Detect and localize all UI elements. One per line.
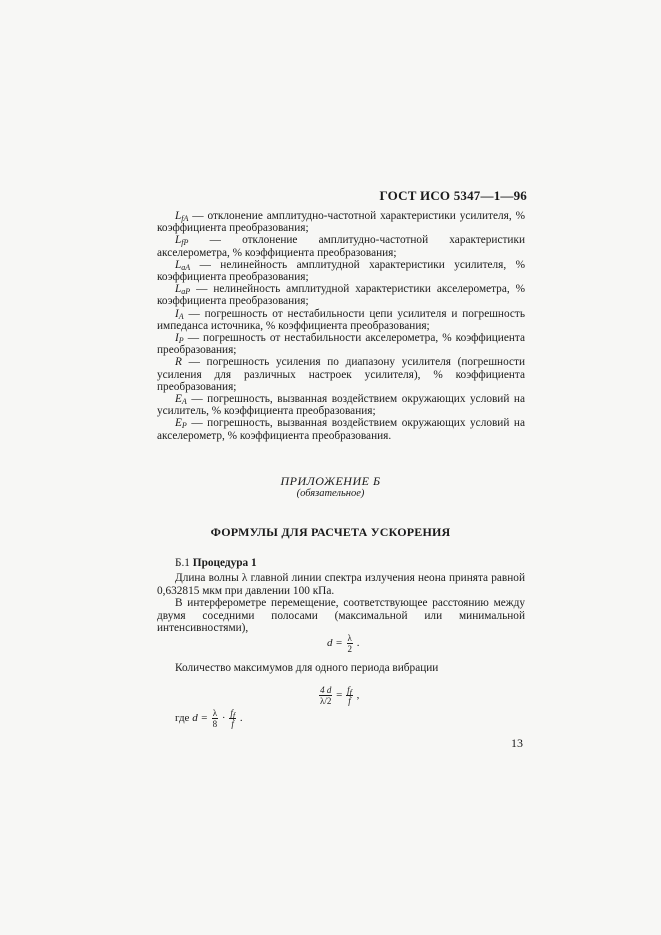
page-number: 13: [511, 736, 523, 750]
definition-item: [157, 332, 525, 356]
subscript: f: [232, 711, 236, 720]
formula-lhs: d =: [327, 637, 343, 650]
formula-d-half-lambda: [327, 633, 359, 654]
definition-symbol: I: [175, 332, 179, 345]
definition-text: — погрешность от нестабильности акселерометра, % коэффициента преобразования;: [157, 332, 525, 357]
fraction: [346, 633, 353, 654]
formula-lhs: d =: [192, 712, 208, 725]
definition-symbol: L: [175, 234, 182, 247]
procedure-heading: [157, 557, 525, 570]
definition-item: [157, 234, 525, 258]
document-header: ГОСТ ИСО 5347—1—96: [379, 188, 527, 203]
fraction-denominator: 2: [347, 644, 352, 654]
definition-item: [157, 283, 525, 307]
definition-subscript: fP: [181, 238, 189, 248]
paragraph-text: В интерферометре перемещение, соответствующее расстоянию между двумя соседними полосами (максимальной или минимальной интенсивностями),: [157, 597, 525, 634]
paragraph-text: Количество максимумов для одного периода вибрации: [175, 662, 439, 674]
equals-sign: =: [336, 689, 343, 702]
definition-symbol: L: [175, 283, 182, 296]
definition-item: [157, 393, 525, 417]
subscript: f: [349, 688, 352, 697]
formula-tail: ,: [356, 689, 360, 702]
definition-text: — отклонение амплитудно-частотной характеристики акселерометра, % коэффициента преобразования;: [157, 234, 525, 259]
definition-text: — погрешность, вызванная воздействием окружающих условий на акселерометр, % коэффициента преобразования.: [157, 417, 525, 442]
formula-where-d: [175, 708, 243, 729]
definition-symbol: R: [175, 356, 182, 369]
appendix-title: ПРИЛОЖЕНИЕ Б: [280, 474, 381, 488]
definition-subscript: fA: [181, 214, 189, 223]
section-title: ФОРМУЛЫ ДЛЯ РАСЧЕТА УСКОРЕНИЯ: [210, 525, 451, 539]
definition-item: [157, 417, 525, 441]
definition-subscript: aP: [181, 287, 191, 297]
fraction: [346, 685, 353, 706]
symbol-f: f: [347, 685, 350, 695]
definition-symbol: I: [175, 307, 179, 320]
symbol-f: f: [230, 708, 233, 718]
definition-symbol: E: [175, 393, 182, 406]
definition-item: [157, 308, 525, 332]
formula-tail: .: [239, 712, 243, 725]
definition-symbol: L: [175, 210, 182, 222]
appendix-subtitle: (обязательное): [296, 488, 365, 499]
fraction-denominator: f: [348, 696, 351, 706]
paragraph-wavelength: [157, 572, 525, 597]
fraction-denominator: λ/2: [320, 696, 332, 706]
formula-maxima-count: [318, 685, 359, 706]
definitions-list: [157, 210, 525, 442]
fraction-numerator: λ: [347, 633, 352, 643]
formula-tail: .: [356, 637, 360, 650]
definition-text: — погрешность усиления по диапазону усилителя (погрешности усиления для различных настроек усилителя), % коэффициента преобразования;: [157, 356, 525, 393]
definition-item: [157, 210, 525, 234]
fraction-denominator: 8: [212, 719, 218, 729]
definition-subscript: P: [181, 421, 187, 431]
fraction-numerator: λ: [212, 708, 218, 718]
definition-text: — погрешность от нестабильности цепи усилителя и погрешность импеданса источника, % коэффициента преобразования;: [157, 307, 525, 332]
procedure-number: Б.1: [175, 557, 190, 569]
definition-symbol: E: [175, 417, 182, 430]
paragraph-maxima: [157, 662, 525, 675]
paragraph-interferometer: [157, 597, 525, 635]
fraction-denominator: f: [231, 719, 234, 729]
definition-text: — отклонение амплитудно-частотной характеристики усилителя, % коэффициента преобразования;: [157, 210, 525, 235]
definition-text: — нелинейность амплитудной характеристики усилителя, % коэффициента преобразования;: [157, 258, 525, 284]
where-prefix: где: [175, 712, 190, 725]
definition-text: — нелинейность амплитудной характеристики акселерометра, % коэффициента преобразования;: [157, 283, 525, 308]
definition-item: [157, 259, 525, 283]
definition-item: [157, 356, 525, 393]
definition-subscript: aA: [181, 262, 191, 272]
fraction: [229, 708, 236, 729]
definition-subscript: A: [178, 311, 184, 321]
fraction-numerator: [229, 708, 236, 719]
definition-symbol: L: [175, 258, 182, 271]
fraction: [212, 708, 219, 729]
fraction-numerator: 4 d: [320, 685, 332, 695]
multiplication-dot: ·: [221, 712, 226, 725]
definition-subscript: P: [178, 336, 184, 346]
definition-text: — погрешность, вызванная воздействием окружающих условий на усилитель, % коэффициента преобразования;: [157, 393, 525, 418]
procedure-title: Процедура 1: [192, 557, 257, 569]
fraction-numerator: [346, 685, 353, 696]
paragraph-text: Длина волны λ главной линии спектра излучения неона принята равной 0,632815 мкм при давлении 100 кПа.: [157, 572, 525, 597]
fraction: [319, 685, 332, 706]
definition-subscript: A: [181, 397, 187, 407]
